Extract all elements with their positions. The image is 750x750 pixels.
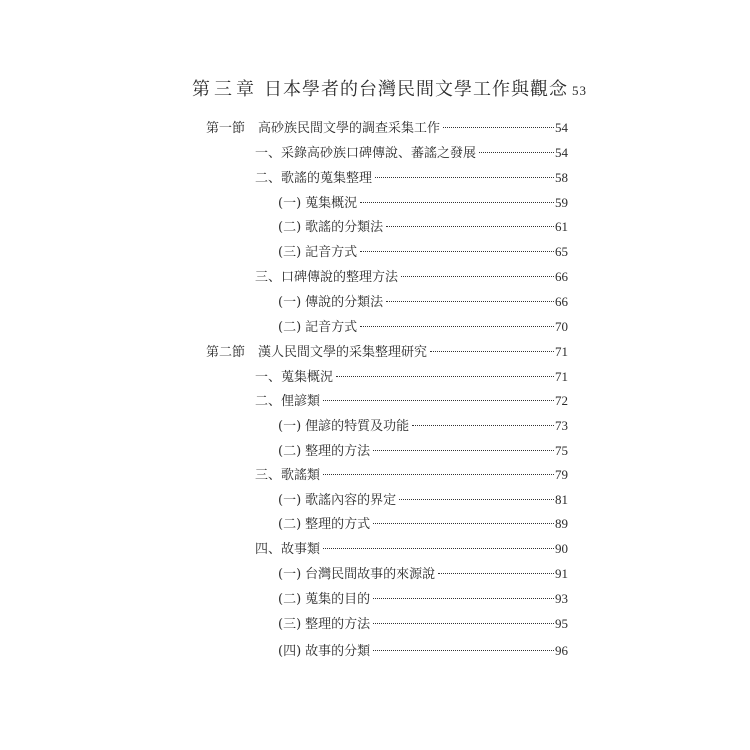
page-number: 71 <box>555 369 568 384</box>
dot-leader <box>479 152 554 153</box>
dot-leader <box>438 573 554 574</box>
page-number: 91 <box>555 566 568 581</box>
dot-leader <box>412 425 554 426</box>
toc-subitem-entry <box>278 613 568 635</box>
subitem-title: 蒐集的目的 <box>305 592 371 607</box>
toc-subitem-entry <box>278 415 568 437</box>
subitem-number: (二) <box>278 444 302 459</box>
toc-subitem-entry <box>278 588 568 610</box>
subitem-title: 台灣民間故事的來源說 <box>305 567 436 582</box>
item-number: 四、 <box>255 542 282 557</box>
dot-leader <box>386 226 554 227</box>
page-number: 81 <box>555 492 568 507</box>
item-title: 口碑傳說的整理方法 <box>281 270 399 285</box>
subitem-title: 俚諺的特質及功能 <box>305 419 410 434</box>
toc-subitem-entry <box>278 241 568 263</box>
subitem-title: 歌謠的分類法 <box>305 220 384 235</box>
subitem-title: 整理的方法 <box>305 617 371 632</box>
subitem-number: (一) <box>278 567 302 582</box>
dot-leader <box>373 450 554 451</box>
toc-item-entry <box>255 142 568 164</box>
page-number: 96 <box>555 643 568 658</box>
item-number: 一、 <box>255 370 282 385</box>
toc-item-entry <box>255 167 568 189</box>
page-number: 58 <box>555 170 568 185</box>
item-title: 歌謠類 <box>281 468 321 483</box>
toc-item-entry <box>255 366 568 388</box>
item-number: 二、 <box>255 394 282 409</box>
subitem-title: 記音方式 <box>305 320 358 335</box>
item-title: 蒐集概況 <box>281 370 334 385</box>
page-number: 72 <box>555 393 568 408</box>
page-number: 79 <box>555 467 568 482</box>
page-number: 65 <box>555 244 568 259</box>
item-title: 俚諺類 <box>281 394 321 409</box>
item-number: 三、 <box>255 468 282 483</box>
page-number: 54 <box>555 120 568 135</box>
chapter-title: 日本學者的台灣民間文學工作與觀念 <box>264 79 568 100</box>
subitem-number: (一) <box>278 196 302 211</box>
dot-leader <box>323 548 554 549</box>
dot-leader <box>373 623 554 624</box>
page-number: 66 <box>555 269 568 284</box>
page-number: 93 <box>555 591 568 606</box>
toc-item-entry <box>255 266 568 288</box>
toc-subitem-entry <box>278 640 568 662</box>
dot-leader <box>360 251 554 252</box>
subitem-number: (四) <box>278 644 302 659</box>
dot-leader <box>323 400 554 401</box>
chapter-number: 第三章 <box>192 79 258 100</box>
toc-item-entry <box>255 390 568 412</box>
subitem-number: (二) <box>278 592 302 607</box>
item-title: 采錄高砂族口碑傳說、蕃謠之發展 <box>281 146 477 161</box>
page-number: 75 <box>555 443 568 458</box>
subitem-number: (二) <box>278 517 302 532</box>
page-number: 53 <box>572 83 587 98</box>
section-title: 漢人民間文學的采集整理研究 <box>258 345 428 360</box>
toc-subitem-entry <box>278 489 568 511</box>
page-number: 54 <box>555 145 568 160</box>
toc-item-entry <box>255 538 568 560</box>
subitem-number: (二) <box>278 220 302 235</box>
page-number: 70 <box>555 319 568 334</box>
dot-leader <box>399 499 554 500</box>
subitem-title: 故事的分類 <box>305 644 371 659</box>
dot-leader <box>360 202 554 203</box>
dot-leader <box>373 650 554 651</box>
item-number: 一、 <box>255 146 282 161</box>
subitem-title: 傳說的分類法 <box>305 295 384 310</box>
item-number: 三、 <box>255 270 282 285</box>
page-number: 95 <box>555 616 568 631</box>
toc-subitem-entry <box>278 192 568 214</box>
toc-subitem-entry <box>278 440 568 462</box>
section-title: 高砂族民間文學的調查采集工作 <box>258 121 441 136</box>
toc-item-entry <box>255 464 568 486</box>
toc-section-entry <box>206 117 568 139</box>
subitem-title: 整理的方式 <box>305 517 371 532</box>
page-number: 71 <box>555 344 568 359</box>
subitem-number: (一) <box>278 295 302 310</box>
toc-subitem-entry <box>278 316 568 338</box>
toc-subitem-entry <box>278 291 568 313</box>
toc-chapter-entry <box>192 79 587 101</box>
subitem-number: (一) <box>278 419 302 434</box>
dot-leader <box>443 127 554 128</box>
section-number: 第一節 <box>206 121 246 136</box>
page-number: 59 <box>555 195 568 210</box>
dot-leader <box>375 177 554 178</box>
toc-subitem-entry <box>278 513 568 535</box>
page-number: 73 <box>555 418 568 433</box>
subitem-number: (一) <box>278 493 302 508</box>
toc-subitem-entry <box>278 563 568 585</box>
subitem-title: 整理的方法 <box>305 444 371 459</box>
dot-leader <box>430 351 554 352</box>
page-number: 61 <box>555 219 568 234</box>
dot-leader <box>386 301 554 302</box>
section-number: 第二節 <box>206 345 246 360</box>
item-title: 歌謠的蒐集整理 <box>281 171 373 186</box>
dot-leader <box>373 523 554 524</box>
dot-leader <box>401 276 554 277</box>
subitem-number: (三) <box>278 245 302 260</box>
dot-leader <box>360 326 554 327</box>
subitem-number: (二) <box>278 320 302 335</box>
dot-leader <box>323 474 554 475</box>
page-number: 66 <box>555 294 568 309</box>
subitem-title: 歌謠內容的界定 <box>305 493 397 508</box>
page-number: 89 <box>555 516 568 531</box>
subitem-title: 記音方式 <box>305 245 358 260</box>
subitem-title: 蒐集概況 <box>305 196 358 211</box>
page-number: 90 <box>555 541 568 556</box>
toc-section-entry <box>206 341 568 363</box>
subitem-number: (三) <box>278 617 302 632</box>
dot-leader <box>373 598 554 599</box>
item-number: 二、 <box>255 171 282 186</box>
item-title: 故事類 <box>281 542 321 557</box>
toc-subitem-entry <box>278 216 568 238</box>
dot-leader <box>336 376 554 377</box>
